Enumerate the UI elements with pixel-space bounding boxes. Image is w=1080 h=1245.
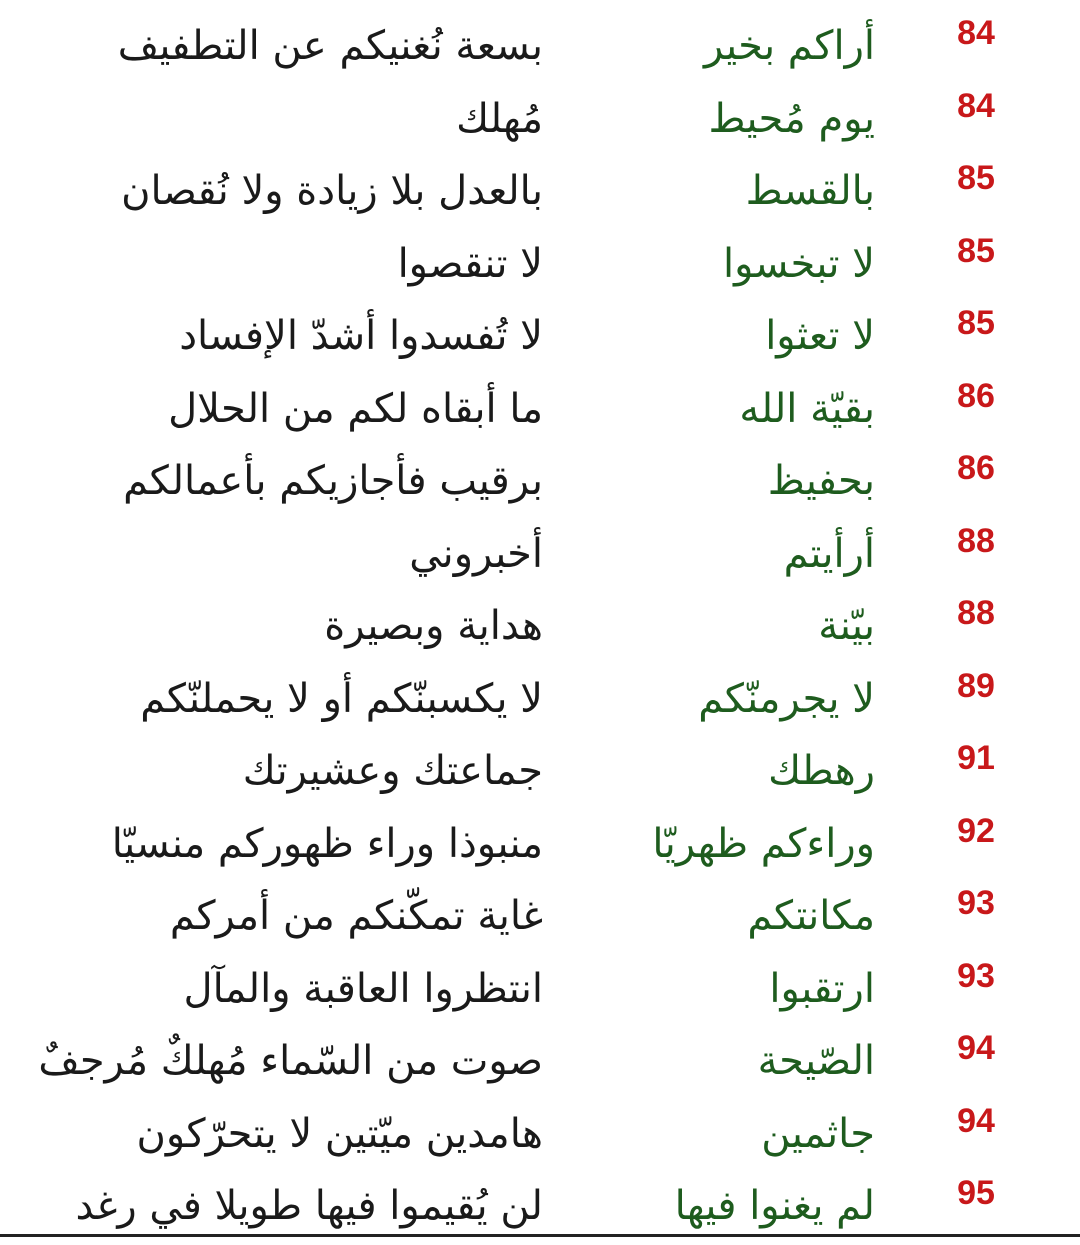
quran-word: لا تعثوا — [765, 313, 875, 359]
verse-number: 91 — [957, 739, 995, 777]
table-row — [0, 956, 1080, 1028]
table-row — [0, 1028, 1080, 1100]
quran-word: الصّيحة — [757, 1038, 875, 1084]
word-meaning: منبوذا وراء ظهوركم منسيّا — [111, 821, 543, 867]
table-row — [0, 231, 1080, 303]
table-row — [0, 158, 1080, 230]
verse-number: 95 — [957, 1174, 995, 1212]
quran-word: مكانتكم — [747, 893, 875, 939]
verse-number: 88 — [957, 594, 995, 632]
table-row — [0, 303, 1080, 375]
word-meaning: مُهلك — [456, 96, 543, 142]
verse-number: 93 — [957, 957, 995, 995]
verse-number: 86 — [957, 377, 995, 415]
quran-word: ارتقبوا — [769, 966, 875, 1012]
bottom-divider — [0, 1234, 1080, 1237]
table-row — [0, 521, 1080, 593]
quran-word: وراءكم ظهريّا — [652, 821, 875, 867]
verse-number: 88 — [957, 522, 995, 560]
table-row — [0, 593, 1080, 665]
verse-number: 85 — [957, 232, 995, 270]
word-meaning: بسعة نُغنيكم عن التطفيف — [117, 23, 543, 69]
word-meaning: غاية تمكّنكم من أمركم — [169, 893, 543, 939]
quran-word: أراكم بخير — [703, 23, 875, 69]
word-meaning: برقيب فأجازيكم بأعمالكم — [123, 458, 543, 504]
table-row — [0, 1101, 1080, 1173]
verse-number: 84 — [957, 14, 995, 52]
table-row — [0, 86, 1080, 158]
word-meaning: جماعتك وعشيرتك — [242, 748, 543, 794]
table-row — [0, 883, 1080, 955]
table-row — [0, 376, 1080, 448]
verse-number: 84 — [957, 87, 995, 125]
verse-number: 85 — [957, 159, 995, 197]
table-row — [0, 448, 1080, 520]
word-meaning: انتظروا العاقبة والمآل — [183, 966, 543, 1012]
quran-word: بقيّة الله — [739, 386, 875, 432]
table-row — [0, 738, 1080, 810]
word-meaning: لن يُقيموا فيها طويلا في رغد — [75, 1183, 543, 1229]
verse-number: 94 — [957, 1029, 995, 1067]
word-meaning: بالعدل بلا زيادة ولا نُقصان — [121, 168, 543, 214]
table-row — [0, 13, 1080, 85]
quran-word: بيّنة — [818, 603, 875, 649]
quran-word: لا يجرمنّكم — [698, 676, 875, 722]
verse-number: 85 — [957, 304, 995, 342]
verse-number: 94 — [957, 1102, 995, 1140]
word-meaning: لا تُفسدوا أشدّ الإفساد — [179, 313, 543, 359]
word-meaning: هامدين ميّتين لا يتحرّكون — [136, 1111, 543, 1157]
verse-number: 92 — [957, 812, 995, 850]
quran-word: أرأيتم — [783, 531, 875, 577]
quran-word: بحفيظ — [767, 458, 875, 504]
quran-word: جاثمين — [761, 1111, 875, 1157]
verse-number: 86 — [957, 449, 995, 487]
quran-word: لم يغنوا فيها — [674, 1183, 875, 1229]
quran-word: يوم مُحيط — [708, 96, 875, 142]
quran-word: لا تبخسوا — [722, 241, 875, 287]
word-meaning: صوت من السّماء مُهلكٌ مُرجفٌ — [38, 1038, 543, 1084]
quran-word: بالقسط — [745, 168, 875, 214]
word-meaning: لا تنقصوا — [397, 241, 543, 287]
quran-word: رهطك — [768, 748, 875, 794]
verse-number: 93 — [957, 884, 995, 922]
word-meaning: لا يكسبنّكم أو لا يحملنّكم — [140, 676, 543, 722]
word-meaning: هداية وبصيرة — [324, 603, 543, 649]
word-meaning: ما أبقاه لكم من الحلال — [168, 386, 543, 432]
word-meaning: أخبروني — [409, 531, 543, 577]
table-row — [0, 811, 1080, 883]
table-row — [0, 666, 1080, 738]
verse-number: 89 — [957, 667, 995, 705]
